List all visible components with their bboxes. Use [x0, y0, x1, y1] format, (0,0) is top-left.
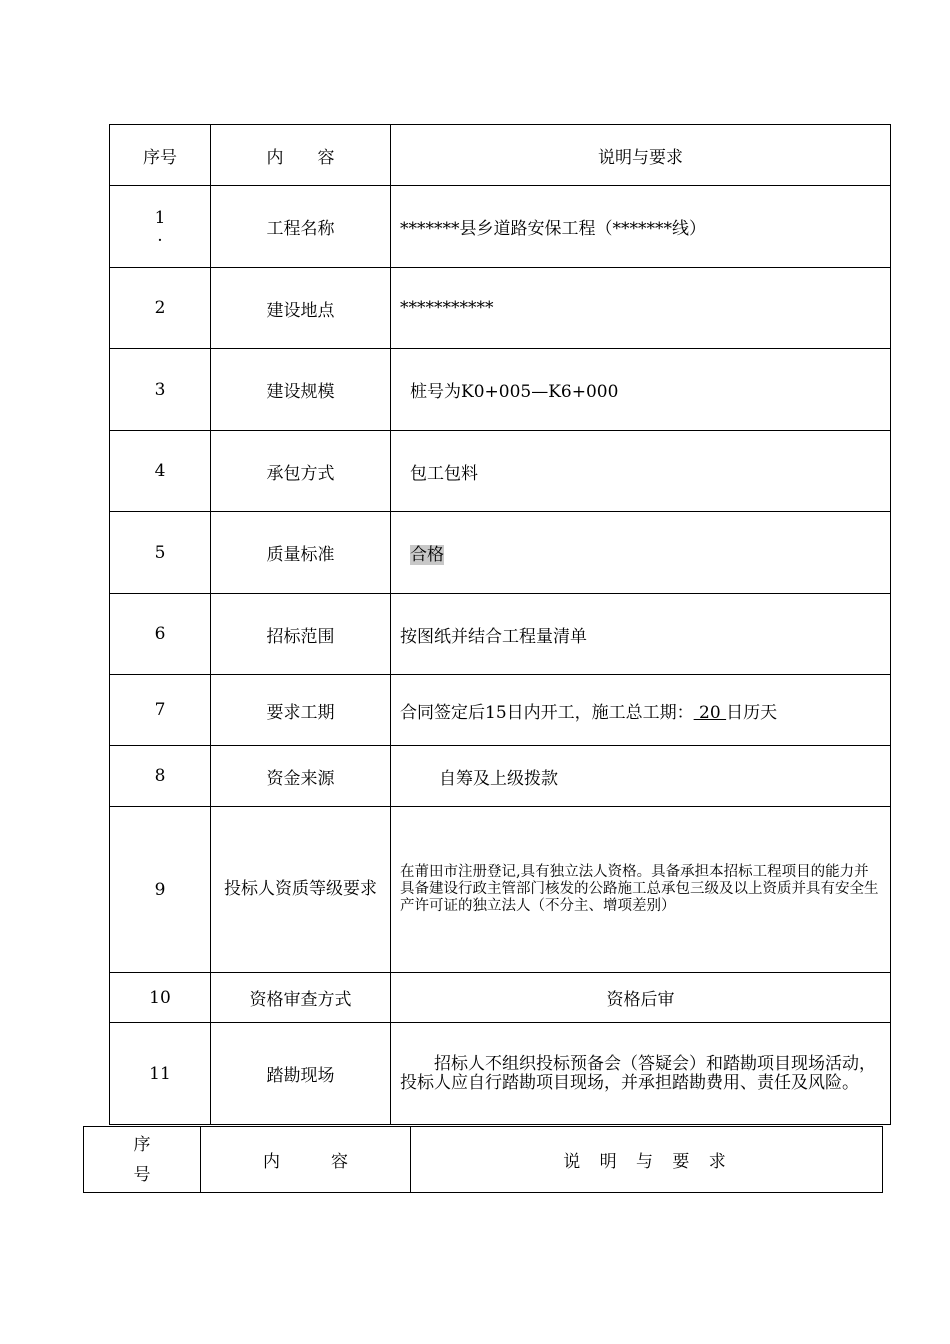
table-row: [110, 349, 891, 431]
table-row: [110, 807, 891, 973]
table-row: [110, 512, 891, 594]
row-item: 建设规模: [211, 349, 391, 431]
duration-text-pre: 合同签定后15日内开工，施工总工期：: [400, 702, 694, 723]
row-desc: [391, 512, 891, 594]
header-desc: 说 明 与 要 求: [411, 1127, 883, 1193]
table-row: [110, 675, 891, 746]
row-item: 投标人资质等级要求: [211, 807, 391, 973]
row-seq: 6: [110, 594, 211, 675]
table-row: [110, 268, 891, 349]
row-desc: 桩号为K0+005—K6+000: [391, 349, 891, 431]
row-item: 资格审查方式: [211, 973, 391, 1023]
row-item: 质量标准: [211, 512, 391, 594]
row-desc: 包工包料: [391, 431, 891, 512]
row-desc: 招标人不组织投标预备会（答疑会）和踏勘项目现场活动，投标人应自行踏勘项目现场，并承担踏勘费用、责任及风险。: [391, 1023, 891, 1125]
row-item: 工程名称: [211, 186, 391, 268]
row-item: 招标范围: [211, 594, 391, 675]
row-desc: 在莆田市注册登记,具有独立法人资格。具备承担本招标工程项目的能力并具备建设行政主管部门核发的公路施工总承包三级及以上资质并具有安全生产许可证的独立法人（不分主、增项差别）: [391, 807, 891, 973]
header-seq: 序号: [110, 125, 211, 186]
header-seq-line1: 序: [133, 1134, 151, 1155]
row-desc: 自筹及上级拨款: [391, 746, 891, 807]
row-item: 踏勘现场: [211, 1023, 391, 1125]
row-item: 承包方式: [211, 431, 391, 512]
row-seq: 5: [110, 512, 211, 594]
table-row: [110, 746, 891, 807]
table-header-row: [110, 125, 891, 186]
row-seq-mark: .: [157, 225, 163, 246]
row-seq: 4: [110, 431, 211, 512]
row-item: 建设地点: [211, 268, 391, 349]
row-desc: *******县乡道路安保工程（*******线）: [391, 186, 891, 268]
table-row: [110, 973, 891, 1023]
row-seq: 9: [110, 807, 211, 973]
row-desc: 按图纸并结合工程量清单: [391, 594, 891, 675]
row-seq: 3: [110, 349, 211, 431]
table-row: [110, 186, 891, 268]
row-desc: 资格后审: [391, 973, 891, 1023]
row-desc: [391, 675, 891, 746]
bidding-info-table: [109, 124, 891, 1125]
row-item: 要求工期: [211, 675, 391, 746]
header-seq: [84, 1127, 201, 1193]
row-seq: 7: [110, 675, 211, 746]
row-seq: 8: [110, 746, 211, 807]
row-seq-number: 1: [154, 207, 166, 228]
continued-table-header: [83, 1126, 883, 1193]
duration-text-post: 日历天: [726, 702, 778, 723]
header-desc: 说明与要求: [391, 125, 891, 186]
row-seq: 10: [110, 973, 211, 1023]
row-item: 资金来源: [211, 746, 391, 807]
table-row: [110, 594, 891, 675]
header-seq-line2: 号: [133, 1164, 151, 1185]
row-seq: [110, 186, 211, 268]
header-content: 内 容: [211, 125, 391, 186]
table-row: [110, 1023, 891, 1125]
row-desc: ***********: [391, 268, 891, 349]
row-seq: 2: [110, 268, 211, 349]
table-row: [110, 431, 891, 512]
duration-value: 20: [693, 702, 727, 723]
header-content: 内 容: [201, 1127, 411, 1193]
table-header-row: [84, 1127, 883, 1193]
quality-value-highlight: 合格: [410, 545, 444, 565]
row-seq: 11: [110, 1023, 211, 1125]
